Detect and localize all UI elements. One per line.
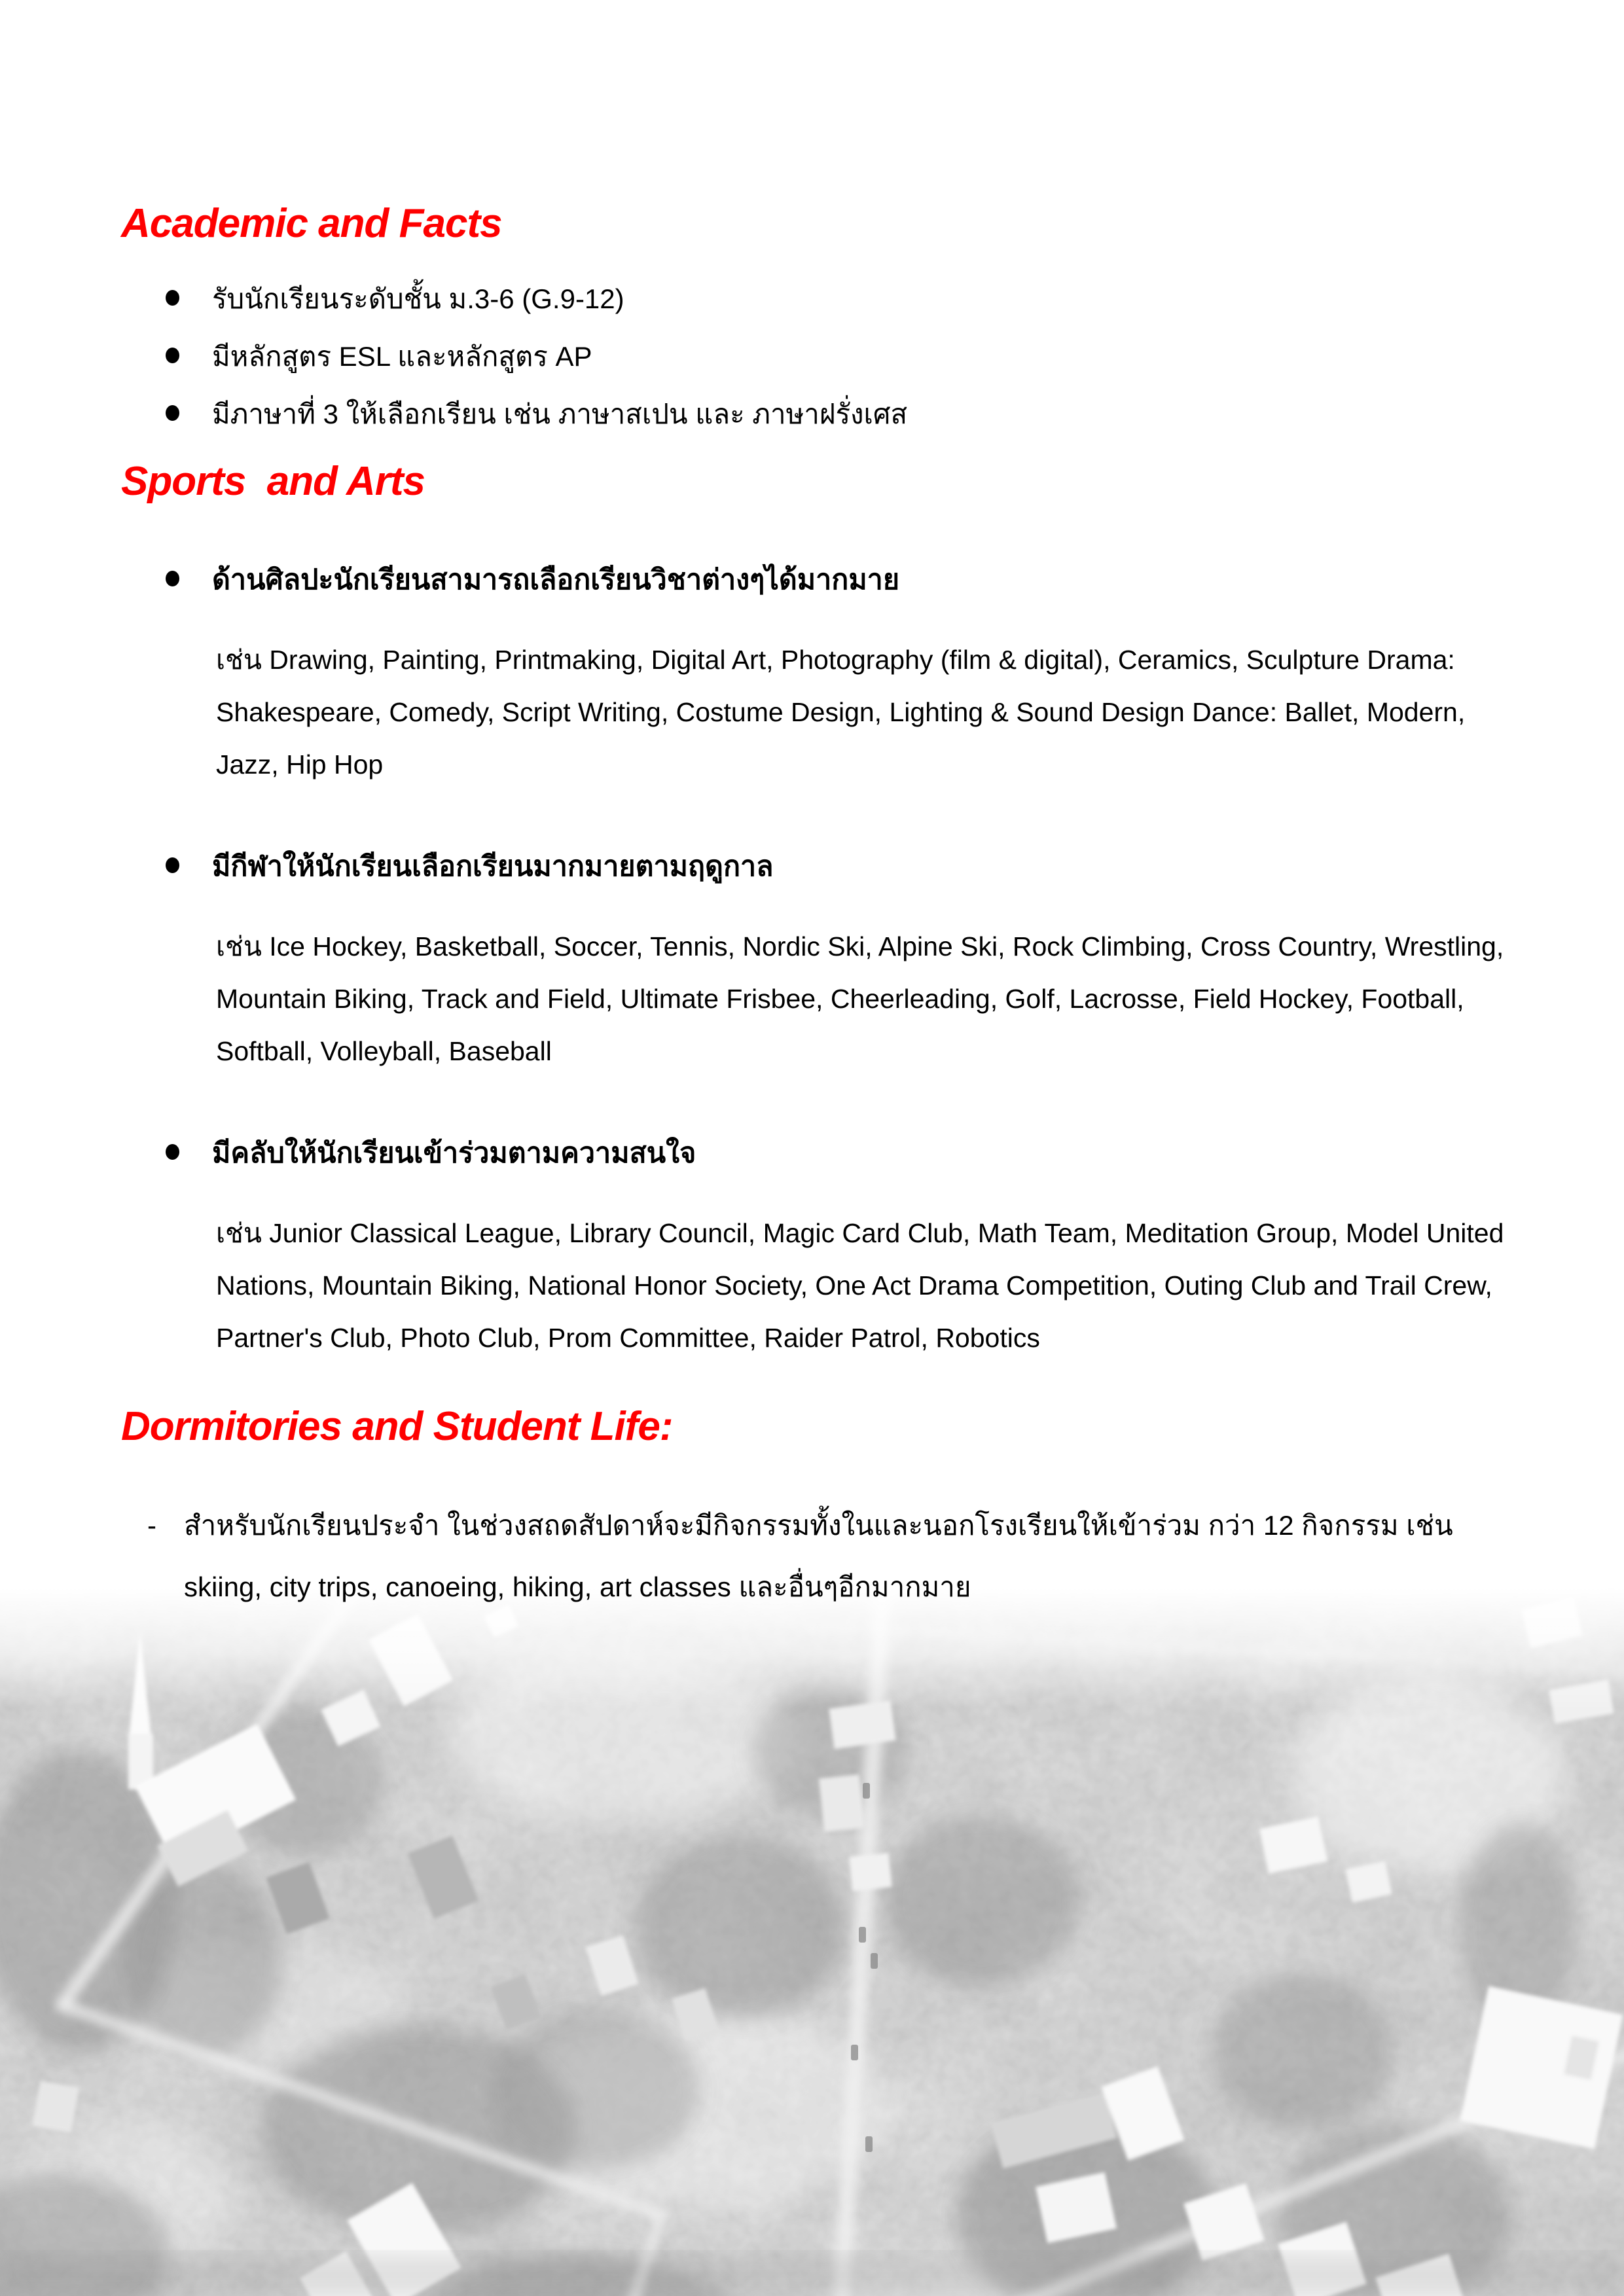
academic-bullet-list <box>0 280 1624 433</box>
bullet-icon <box>166 1144 179 1160</box>
list-item <box>166 395 1529 433</box>
bullet-text: รับนักเรียนระดับชั้น ม.3-6 (G.9-12) <box>212 283 624 314</box>
topic-heading <box>166 562 1529 598</box>
topic-detail-text: เช่น Drawing, Painting, Printmaking, Digital Art, Photography (film & digital), Ceramics, Sculpture Drama: Shakespeare, Comedy, Script Writing, Costume Design, Lighting & Sound Design Dance: Ballet, Modern, Jazz, Hip Hop <box>216 645 1466 780</box>
topic-heading-text: มีคลับให้นักเรียนเข้าร่วมตามความสนใจ <box>212 1138 696 1169</box>
section-title-sports-arts: Sports and Arts <box>121 459 425 504</box>
topic-heading-text: มีกีฬาให้นักเรียนเลือกเรียนมากมายตามฤดูกาล <box>212 851 774 882</box>
topic-sports <box>0 848 1624 1077</box>
topic-detail-text: เช่น Ice Hockey, Basketball, Soccer, Tennis, Nordic Ski, Alpine Ski, Rock Climbing, Cross Country, Wrestling, Mountain Biking, Track and Field, Ultimate Frisbee, Cheerleading, Golf, Lacrosse, Field Hockey, Football, Softball, Volleyball, Baseball <box>216 931 1504 1066</box>
dorm-list-item <box>147 1495 1529 1618</box>
bullet-icon <box>166 405 179 421</box>
dorm-item-text: สำหรับนักเรียนประจำ ในช่วงสถดสัปดาห์จะมีกิจกรรมทั้งในและนอกโรงเรียนให้เข้าร่วม กว่า 12 กิจกรรม เช่น skiing, city trips, canoeing, hiking, art classes และอื่นๆอีกมากมาย <box>184 1510 1453 1602</box>
section-title-dormitories: Dormitories and Student Life: <box>121 1404 673 1449</box>
topic-heading-text: ด้านศิลปะนักเรียนสามารถเลือกเรียนวิชาต่างๆได้มากมาย <box>212 564 900 596</box>
topic-heading <box>166 1135 1529 1172</box>
topic-heading <box>166 848 1529 885</box>
section-title-academic: Academic and Facts <box>121 201 502 246</box>
bullet-icon <box>166 290 179 306</box>
bullet-icon <box>166 857 179 873</box>
topic-arts <box>0 562 1624 791</box>
list-item <box>166 280 1529 318</box>
bullet-icon <box>166 348 179 363</box>
bullet-text: มีภาษาที่ 3 ให้เลือกเรียน เช่น ภาษาสเปน และ ภาษาฝรั่งเศส <box>212 399 908 429</box>
topic-detail-text: เช่น Junior Classical League, Library Council, Magic Card Club, Math Team, Meditation Group, Model United Nations, Mountain Biking, National Honor Society, One Act Drama Competition, Outing Club and Trail Crew, Partner's Club, Photo Club, Prom Committee, Raider Patrol, Robotics <box>216 1218 1504 1353</box>
list-item <box>166 338 1529 376</box>
topic-clubs <box>0 1135 1624 1364</box>
dash-marker: - <box>147 1510 156 1541</box>
bullet-text: มีหลักสูตร ESL และหลักสูตร AP <box>212 341 592 372</box>
bullet-icon <box>166 571 179 586</box>
